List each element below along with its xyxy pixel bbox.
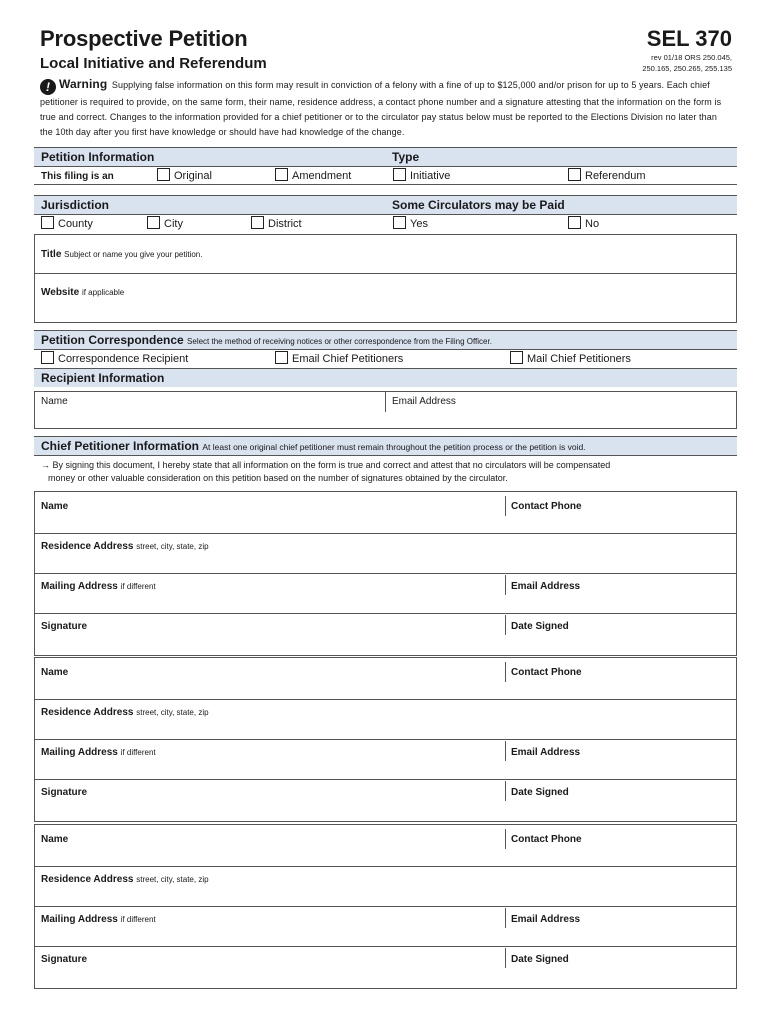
signature-field[interactable]	[41, 621, 87, 632]
warning-block	[40, 77, 732, 140]
correspondence-heading: Petition Correspondence	[41, 333, 184, 347]
residence-label: Residence Address	[41, 541, 134, 552]
divider	[505, 781, 506, 801]
county-checkbox[interactable]	[41, 216, 54, 229]
correspondence-bar	[34, 330, 737, 349]
name-label: Name	[41, 501, 69, 512]
city-option[interactable]	[147, 215, 183, 234]
recipient-option[interactable]	[41, 350, 188, 369]
divider	[505, 615, 506, 635]
initiative-checkbox[interactable]	[393, 168, 406, 181]
referendum-checkbox[interactable]	[568, 168, 581, 181]
signature-label: Signature	[41, 954, 88, 965]
chief-petitioner-block	[34, 657, 737, 822]
chief-petitioner-block	[34, 824, 737, 989]
title-field[interactable]	[41, 249, 202, 260]
petition-info-heading: Petition Information	[41, 150, 155, 164]
warning-lead: Supplying false information on this form may result in conviction of a felony with a fine of up to $125,000 and/or prison for up to 5 years.	[111, 80, 665, 90]
revision-line-1: rev 01/18 ORS 250.045,	[651, 53, 732, 62]
residence-address-field[interactable]	[41, 707, 209, 718]
no-label: No	[585, 218, 600, 230]
divider	[35, 866, 736, 867]
petitioner-name-field[interactable]	[41, 501, 68, 512]
district-checkbox[interactable]	[251, 216, 264, 229]
name-label: Name	[41, 834, 69, 845]
district-label: District	[268, 218, 302, 230]
correspondence-row	[34, 349, 737, 368]
divider	[35, 273, 736, 274]
attestation-line-2: money or other valuable consideration on this petition based on the number of signatures obtained by the circulator.	[48, 473, 508, 483]
email-chief-option[interactable]	[275, 350, 403, 369]
date-signed-label: Date Signed	[511, 621, 569, 632]
petitioner-name-field[interactable]	[41, 667, 68, 678]
mailing-address-field[interactable]	[41, 581, 156, 592]
recipient-name-field[interactable]: Name	[41, 396, 68, 407]
residence-address-field[interactable]	[41, 541, 209, 552]
recipient-email-field[interactable]: Email Address	[392, 396, 456, 407]
recipient-label: Correspondence Recipient	[58, 353, 189, 365]
divider	[35, 906, 736, 907]
divider	[35, 946, 736, 947]
signature-field[interactable]	[41, 787, 87, 798]
original-option[interactable]	[157, 167, 212, 186]
contact-phone-label: Contact Phone	[511, 501, 582, 512]
jurisdiction-heading: Jurisdiction	[41, 198, 110, 212]
divider	[35, 739, 736, 740]
recipient-checkbox[interactable]	[41, 351, 54, 364]
mailing-address-field[interactable]	[41, 914, 156, 925]
county-option[interactable]	[41, 215, 93, 234]
email-label: Email Address	[511, 581, 581, 592]
email-label: Email Address	[511, 914, 581, 925]
divider	[505, 741, 506, 761]
residence-note: street, city, state, zip	[136, 875, 209, 884]
type-heading: Type	[392, 150, 420, 164]
city-label: City	[164, 218, 183, 230]
exclamation-icon: !	[40, 79, 56, 95]
residence-note: street, city, state, zip	[136, 542, 209, 551]
contact-phone-field[interactable]	[511, 667, 582, 678]
chief-petitioner-block	[34, 491, 737, 656]
revision-line-2: 250.165, 250.265, 255.135	[642, 64, 732, 73]
contact-phone-field[interactable]	[511, 834, 582, 845]
date-signed-label: Date Signed	[511, 954, 569, 965]
signature-field[interactable]	[41, 954, 87, 965]
yes-checkbox[interactable]	[393, 216, 406, 229]
contact-phone-label: Contact Phone	[511, 834, 582, 845]
amendment-label: Amendment	[292, 170, 352, 182]
no-checkbox[interactable]	[568, 216, 581, 229]
chief-petitioner-bar	[34, 436, 737, 455]
website-field[interactable]	[41, 287, 124, 298]
warning-label: Warning	[59, 77, 108, 91]
title-label: Title	[41, 249, 62, 260]
contact-phone-label: Contact Phone	[511, 667, 582, 678]
email-chief-checkbox[interactable]	[275, 351, 288, 364]
divider	[505, 948, 506, 968]
mailing-address-field[interactable]	[41, 747, 156, 758]
divider	[35, 613, 736, 614]
county-label: County	[58, 218, 93, 230]
no-option[interactable]	[568, 215, 599, 234]
filing-row	[34, 166, 737, 185]
form-subtitle: Local Initiative and Referendum	[40, 55, 267, 72]
original-checkbox[interactable]	[157, 168, 170, 181]
title-note: Subject or name you give your petition.	[64, 250, 203, 259]
date-signed-label: Date Signed	[511, 787, 569, 798]
referendum-option[interactable]	[568, 167, 646, 186]
petition-info-bar	[34, 147, 737, 166]
mailing-label: Mailing Address	[41, 747, 118, 758]
divider	[385, 392, 386, 412]
yes-label: Yes	[410, 218, 428, 230]
title-website-box	[34, 234, 737, 323]
mailing-label: Mailing Address	[41, 914, 118, 925]
initiative-label: Initiative	[410, 170, 451, 182]
date-signed-field[interactable]	[511, 954, 569, 965]
referendum-label: Referendum	[585, 170, 646, 182]
yes-option[interactable]	[393, 215, 428, 234]
jurisdiction-section	[34, 195, 737, 233]
warning-body: Each chief petitioner is required to provide, on the same form, their name, residence address, a contact phone number and a signature attesting that the information on the form is true and correct. Changes to the information provided for a chief petitioner or to the circulator pay status below must be reported to the Elections Division no later than the 10th day after you first have knowledge or should have had knowledge of the change.	[40, 80, 722, 137]
jurisdiction-bar	[34, 195, 737, 214]
mailing-note: if different	[120, 915, 156, 924]
divider	[505, 829, 506, 849]
residence-address-field[interactable]	[41, 874, 209, 885]
email-address-field[interactable]	[511, 914, 580, 925]
divider	[505, 575, 506, 595]
recipient-fields-box	[34, 391, 737, 429]
mailing-note: if different	[120, 582, 156, 591]
residence-note: street, city, state, zip	[136, 708, 209, 717]
petitioner-name-field[interactable]	[41, 834, 68, 845]
jurisdiction-row	[34, 214, 737, 233]
recipient-info-bar	[34, 368, 737, 387]
email-address-field[interactable]	[511, 747, 580, 758]
attestation-text	[34, 455, 737, 488]
correspondence-section	[34, 330, 737, 387]
website-label: Website	[41, 287, 80, 298]
amendment-option[interactable]	[275, 167, 351, 186]
mailing-label: Mailing Address	[41, 581, 118, 592]
circulators-heading: Some Circulators may be Paid	[392, 198, 565, 212]
date-signed-field[interactable]	[511, 787, 569, 798]
form-title: Prospective Petition	[40, 26, 248, 51]
residence-label: Residence Address	[41, 874, 134, 885]
website-note: if applicable	[81, 288, 125, 297]
divider	[505, 496, 506, 516]
divider	[505, 908, 506, 928]
form-number: SEL 370	[646, 26, 732, 51]
mail-chief-option[interactable]	[510, 350, 631, 369]
name-label: Name	[41, 667, 69, 678]
divider	[35, 533, 736, 534]
signature-label: Signature	[41, 621, 88, 632]
district-option[interactable]	[251, 215, 302, 234]
divider	[35, 699, 736, 700]
amendment-checkbox[interactable]	[275, 168, 288, 181]
attestation-line-1: → By signing this document, I hereby state that all information on the form is true and correct and attest that no circulators will be compensated	[41, 460, 611, 470]
petition-info-section	[34, 147, 737, 185]
mail-chief-label: Mail Chief Petitioners	[527, 353, 631, 365]
divider	[35, 779, 736, 780]
city-checkbox[interactable]	[147, 216, 160, 229]
recipient-info-heading: Recipient Information	[41, 371, 165, 385]
signature-label: Signature	[41, 787, 88, 798]
chief-petitioner-note: At least one original chief petitioner must remain throughout the petition process or the petition is void.	[202, 442, 586, 452]
mail-chief-checkbox[interactable]	[510, 351, 523, 364]
original-label: Original	[174, 170, 212, 182]
contact-phone-field[interactable]	[511, 501, 582, 512]
revision-note	[572, 52, 732, 74]
residence-label: Residence Address	[41, 707, 134, 718]
chief-petitioner-section	[34, 436, 737, 488]
divider	[35, 573, 736, 574]
date-signed-field[interactable]	[511, 621, 569, 632]
email-label: Email Address	[511, 747, 581, 758]
email-address-field[interactable]	[511, 581, 580, 592]
email-chief-label: Email Chief Petitioners	[292, 353, 404, 365]
correspondence-note: Select the method of receiving notices or other correspondence from the Filing Officer.	[187, 337, 492, 346]
initiative-option[interactable]	[393, 167, 450, 186]
mailing-note: if different	[120, 748, 156, 757]
divider	[505, 662, 506, 682]
form-header	[40, 26, 732, 74]
chief-petitioner-heading: Chief Petitioner Information	[41, 439, 200, 453]
filing-label: This filing is an	[41, 171, 114, 182]
